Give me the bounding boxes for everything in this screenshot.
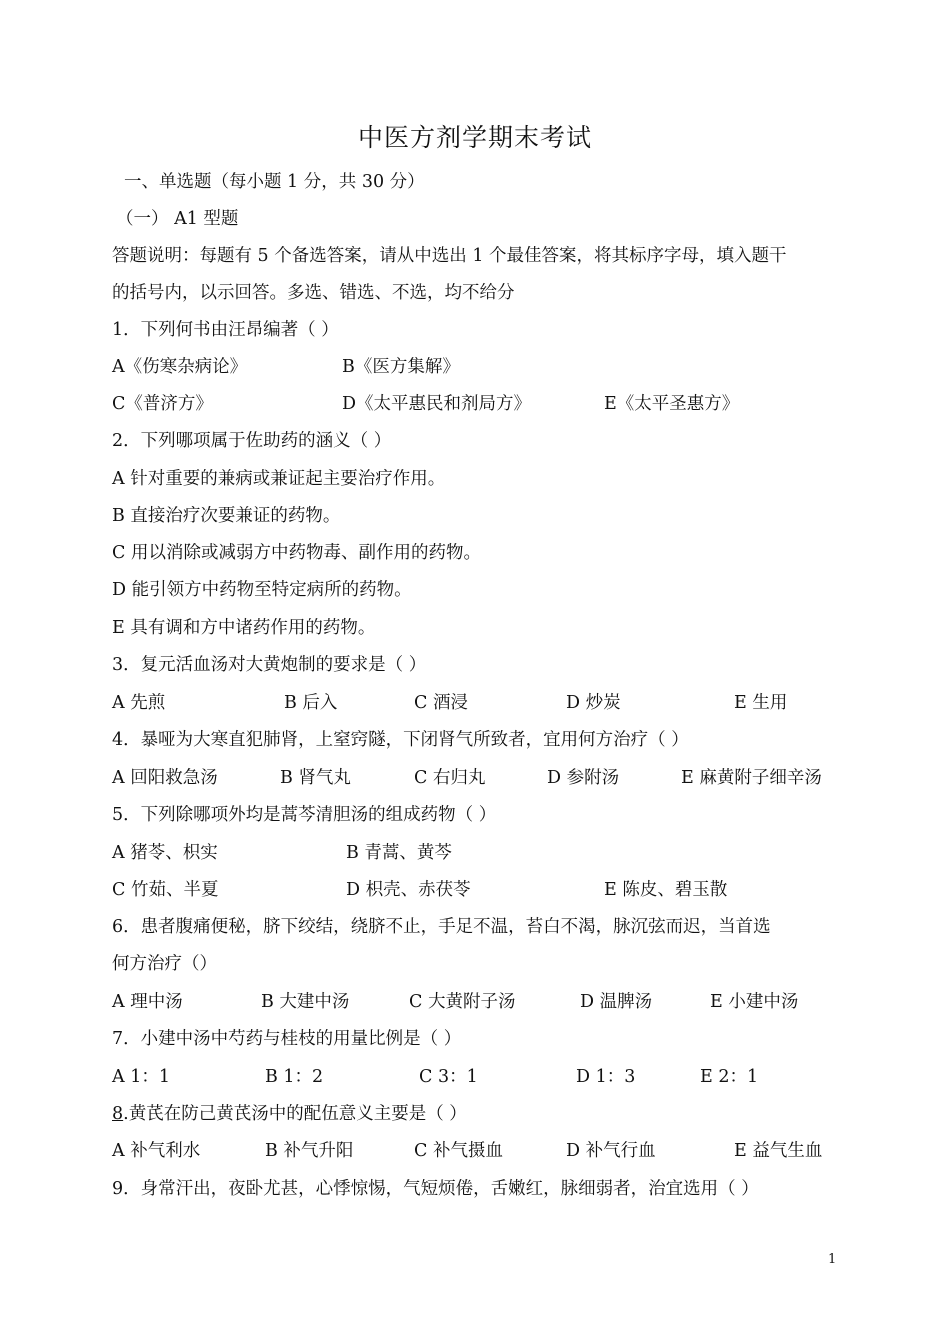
question-6-option-b: B 大建中汤 [261,992,350,1012]
subsection-heading: （一） A1 型题 [116,209,239,229]
question-3-option-b: B 后入 [284,693,338,713]
section-heading: 一、单选题（每小题 1 分，共 30 分） [124,172,425,192]
instructions-line-2: 的括号内，以示回答。多选、错选、不选，均不给分 [112,283,515,303]
question-3-option-a: A 先煎 [112,693,166,713]
page-title: 中医方剂学期末考试 [357,123,592,152]
question-8-number: 8 [112,1104,124,1124]
question-6-option-c: C 大黄附子汤 [409,992,516,1012]
question-6-option-e: E 小建中汤 [710,992,799,1012]
question-7-option-b: B 1：2 [265,1067,324,1087]
question-1-option-b: B《医方集解》 [342,357,460,377]
question-2-option-b: B 直接治疗次要兼证的药物。 [112,506,341,526]
question-2-option-d: D 能引领方中药物至特定病所的药物。 [112,580,412,600]
page-number: 1 [828,1252,837,1267]
question-7-option-e: E 2：1 [700,1067,759,1087]
question-6-option-d: D 温脾汤 [580,992,653,1012]
instructions-line-1: 答题说明：每题有 5 个备选答案，请从中选出 1 个最佳答案，将其标序字母，填入题干 [112,246,787,266]
question-4-stem: 4．暴哑为大寒直犯肺肾，上窒窍隧，下闭肾气所致者，宜用何方治疗（ ） [112,730,689,750]
question-3-option-e: E 生用 [734,693,788,713]
question-8-stem [112,1102,467,1126]
question-8-option-a: A 补气利水 [112,1141,201,1161]
question-8-option-b: B 补气升阳 [265,1141,354,1161]
question-2-option-c: C 用以消除或减弱方中药物毒、副作用的药物。 [112,543,481,563]
question-1-option-a: A《伤寒杂病论》 [112,357,248,377]
question-6-option-a: A 理中汤 [112,992,183,1012]
question-7-stem: 7．小建中汤中芍药与桂枝的用量比例是（ ） [112,1029,462,1049]
question-3-option-d: D 炒炭 [566,693,621,713]
question-5-option-a: A 猪苓、枳实 [112,843,218,863]
question-6-stem-line-1: 6．患者腹痛便秘，脐下绞结，绕脐不止，手足不温，苔白不渴，脉沉弦而迟，当首选 [112,917,771,937]
question-3-stem: 3．复元活血汤对大黄炮制的要求是（ ） [112,655,427,675]
question-5-option-b: B 青蒿、黄芩 [346,843,452,863]
question-6-stem-line-2: 何方治疗（） [112,954,217,974]
question-5-option-c: C 竹茹、半夏 [112,880,219,900]
question-7-option-d: D 1：3 [576,1067,636,1087]
question-7-option-a: A 1：1 [112,1067,170,1087]
question-2-option-a: A 针对重要的兼病或兼证起主要治疗作用。 [112,469,446,489]
question-1-stem: 1．下列何书由汪昂编著（ ） [112,320,339,340]
question-8-option-e: E 益气生血 [734,1141,823,1161]
question-2-stem: 2．下列哪项属于佐助药的涵义（ ） [112,431,392,451]
question-5-option-e: E 陈皮、碧玉散 [604,880,728,900]
question-1-option-c: C《普济方》 [112,394,213,414]
question-8-stem-text: .黄芪在防己黄芪汤中的配伍意义主要是（ ） [123,1104,467,1124]
question-8-option-c: C 补气摄血 [414,1141,503,1161]
question-4-option-d: D 参附汤 [547,768,620,788]
question-2-option-e: E 具有调和方中诸药作用的药物。 [112,618,376,638]
question-1-option-d: D《太平惠民和剂局方》 [342,394,532,414]
question-1-option-e: E《太平圣惠方》 [604,394,740,414]
question-3-option-c: C 酒浸 [414,693,468,713]
question-7-option-c: C 3：1 [419,1067,478,1087]
question-4-option-b: B 肾气丸 [280,768,351,788]
question-4-option-e: E 麻黄附子细辛汤 [681,768,822,788]
question-4-option-a: A 回阳救急汤 [112,768,218,788]
question-4-option-c: C 右归丸 [414,768,486,788]
question-5-stem: 5．下列除哪项外均是蒿芩清胆汤的组成药物（ ） [112,805,497,825]
question-9-stem: 9．身常汗出，夜卧尤甚，心悸惊惕，气短烦倦，舌嫩红，脉细弱者，治宜选用（ ） [112,1179,759,1199]
question-5-option-d: D 枳壳、赤茯苓 [346,880,471,900]
question-8-option-d: D 补气行血 [566,1141,656,1161]
